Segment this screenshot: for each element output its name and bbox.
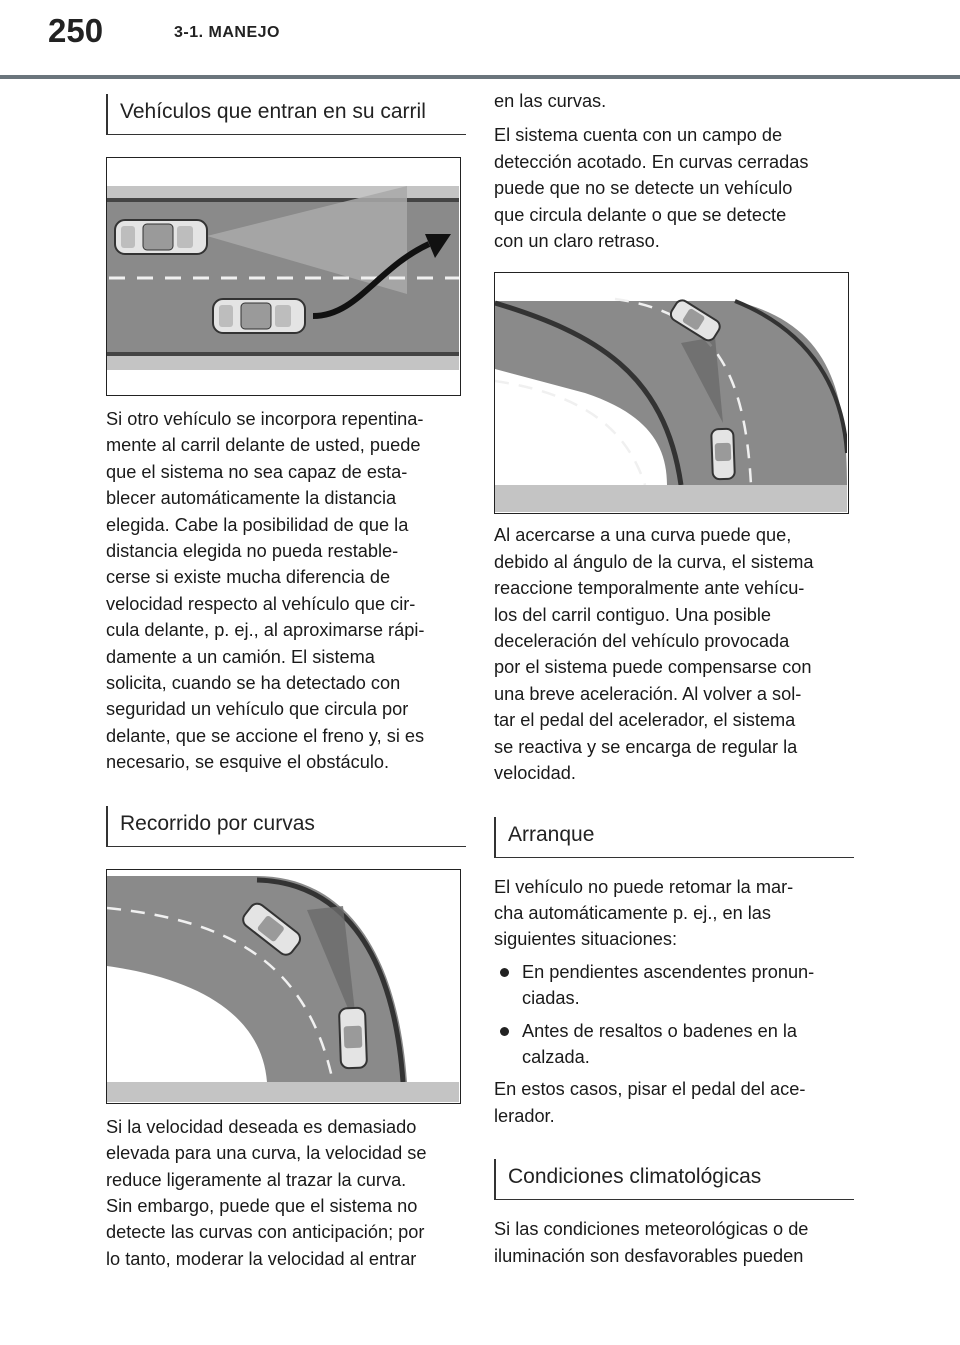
text-line: por el sistema puede compensarse con (494, 657, 812, 678)
text-line: detecte las curvas con anticipación; por (106, 1222, 425, 1243)
header-rule (0, 75, 960, 79)
text-line: Antes de resaltos o badenes en la (522, 1020, 798, 1041)
text-line: En estos casos, pisar el pedal del ace- (494, 1079, 806, 1100)
paragraph-condiciones (494, 1216, 854, 1269)
text-line: siguientes situaciones: (494, 929, 677, 950)
paragraph-arranque-outro (494, 1076, 854, 1129)
text-line: que el sistema no sea capaz de esta- (106, 461, 408, 482)
figure-lane-merge (106, 157, 461, 396)
text-line: Si las condiciones meteorológicas o de (494, 1219, 809, 1240)
text-line: El sistema cuenta con un campo de (494, 125, 783, 146)
text-line: se reactiva y se encarga de regular la (494, 736, 798, 757)
text-line: con un claro retraso. (494, 231, 660, 252)
left-column (106, 94, 466, 1272)
text-line: lo tanto, moderar la velocidad al entrar (106, 1248, 417, 1269)
text-line: Al acercarse a una curva puede que, (494, 525, 792, 546)
right-column (494, 88, 854, 1269)
section-heading-vehiculos (106, 94, 466, 135)
text-line: elevada para una curva, la velocidad se (106, 1143, 427, 1164)
text-line: solicita, cuando se ha detectado con (106, 673, 401, 694)
adjacent-lane-illustration (495, 273, 847, 512)
text-line: En pendientes ascendentes pronun- (522, 961, 815, 982)
list-item (494, 1018, 854, 1071)
text-line: elegida. Cabe la posibilidad de que la (106, 514, 409, 535)
text-line: los del carril contiguo. Una posible (494, 604, 772, 625)
text-line: blecer automáticamente la distancia (106, 488, 397, 509)
paragraph-continuation (494, 88, 854, 254)
paragraph-arranque (494, 874, 854, 953)
text-line: puede que no se detecte un vehículo (494, 178, 793, 199)
section-title: Condiciones climatológicas (508, 1165, 762, 1189)
figure-curve (106, 869, 461, 1104)
text-line: ciadas. (522, 988, 580, 1009)
section-heading-curvas (106, 806, 466, 847)
text-line: detección acotado. En curvas cerradas (494, 151, 809, 172)
text-line: El vehículo no puede retomar la mar- (494, 876, 794, 897)
text-line: que circula delante o que se detecte (494, 204, 787, 225)
text-line: seguridad un vehículo que circula por (106, 699, 409, 720)
text-line: necesario, se esquive el obstáculo. (106, 752, 390, 773)
section-heading-condiciones (494, 1159, 854, 1200)
paragraph-curves (106, 1114, 466, 1272)
chapter-title: 3-1. MANEJO (174, 24, 280, 41)
car-icon (213, 299, 305, 333)
text-line: una breve aceleración. Al volver a sol- (494, 683, 802, 704)
page-header (0, 0, 960, 80)
curve-illustration (107, 870, 459, 1102)
lane-merge-illustration (107, 158, 459, 394)
car-icon (711, 429, 735, 480)
section-title: Recorrido por curvas (120, 811, 315, 835)
text-line: calzada. (522, 1046, 590, 1067)
section-heading-arranque (494, 817, 854, 858)
text-line: damente a un camión. El sistema (106, 646, 375, 667)
text-line: debido al ángulo de la curva, el sistema (494, 551, 814, 572)
car-icon (115, 220, 207, 254)
text-line: cula delante, p. ej., al aproximarse rápi- (106, 620, 425, 641)
car-icon (339, 1007, 367, 1068)
text-line: velocidad. (494, 763, 576, 784)
section-title: Vehículos que entran en su carril (120, 100, 426, 123)
text-line: velocidad respecto al vehículo que cir- (106, 593, 416, 614)
text-line: Sin embargo, puede que el sistema no (106, 1195, 418, 1216)
text-line: delante, que se accione el freno y, si es (106, 725, 425, 746)
section-title: Arranque (508, 822, 595, 846)
text-line: Si la velocidad deseada es demasiado (106, 1116, 417, 1137)
figure-adjacent-lane (494, 272, 849, 514)
text-line: cha automáticamente p. ej., en las (494, 902, 772, 923)
text-line: mente al carril delante de usted, puede (106, 435, 421, 456)
list-item (494, 959, 854, 1012)
text-line: cerse si existe mucha diferencia de (106, 567, 391, 588)
text-line: en las curvas. (494, 91, 607, 111)
text-line: iluminación son desfavorables pueden (494, 1245, 804, 1266)
text-line: distancia elegida no pueda restable- (106, 541, 399, 562)
text-line: Si otro vehículo se incorpora repentina- (106, 409, 424, 429)
paragraph-adjacent-lane (494, 522, 854, 786)
text-line: reduce ligeramente al trazar la curva. (106, 1169, 407, 1190)
paragraph-merge (106, 406, 466, 776)
page-number: 250 (48, 12, 104, 49)
text-line: lerador. (494, 1105, 555, 1126)
text-line: tar el pedal del acelerador, el sistema (494, 710, 796, 731)
text-line: reaccione temporalmente ante vehícu- (494, 578, 805, 599)
text-line: deceleración del vehículo provocada (494, 631, 790, 652)
